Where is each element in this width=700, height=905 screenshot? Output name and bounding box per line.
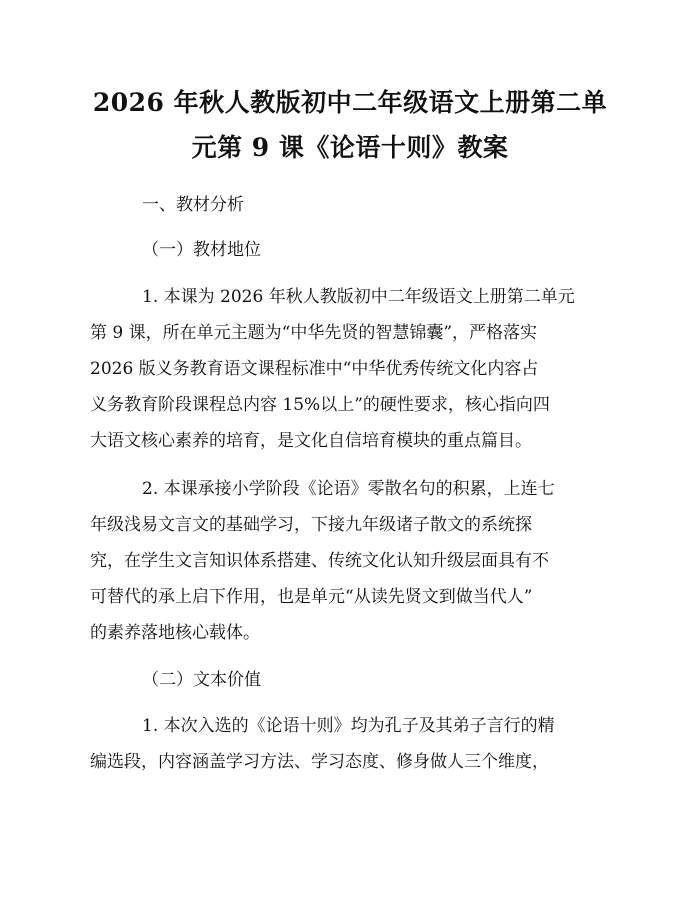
paragraph-2-line: 究，在学生文言知识体系搭建、传统文化认知升级层面具有不 bbox=[90, 551, 549, 571]
paragraph-1-line: 第 9 课，所在单元主题为“中华先贤的智慧锦囊”，严格落实 bbox=[90, 323, 538, 343]
paragraph-3-line: 1. 本次入选的《论语十则》均为孔子及其弟子言行的精 bbox=[142, 716, 555, 736]
paragraph-1-line: 1. 本课为 2026 年秋人教版初中二年级语文上册第二单元 bbox=[142, 287, 575, 307]
section-heading-teaching-material-analysis: 一、教材分析 bbox=[142, 195, 244, 215]
paragraph-2-line: 可替代的承上启下作用，也是单元“从读先贤文到做当代人” bbox=[90, 587, 533, 607]
paragraph-2-line: 的素养落地核心载体。 bbox=[90, 623, 260, 643]
paragraph-2-line: 年级浅易文言文的基础学习，下接九年级诸子散文的系统探 bbox=[90, 515, 532, 535]
document-title-line-1: 2026 年秋人教版初中二年级语文上册第二单 bbox=[92, 88, 608, 117]
paragraph-1-line: 义务教育阶段课程总内容 15%以上”的硬性要求，核心指向四 bbox=[90, 395, 550, 415]
document-title-line-2: 元第 9 课《论语十则》教案 bbox=[191, 133, 509, 162]
paragraph-3-line: 编选段，内容涵盖学习方法、学习态度、修身做人三个维度， bbox=[90, 752, 549, 772]
subsection-heading-material-position: （一）教材地位 bbox=[142, 240, 261, 260]
subsection-heading-text-value: （二）文本价值 bbox=[142, 670, 261, 690]
paragraph-2-line: 2. 本课承接小学阶段《论语》零散名句的积累，上连七 bbox=[142, 479, 555, 499]
paragraph-1-line: 2026 版义务教育语文课程标准中“中华优秀传统文化内容占 bbox=[90, 359, 539, 379]
paragraph-1-line: 大语文核心素养的培育，是文化自信培育模块的重点篇目。 bbox=[90, 431, 532, 451]
